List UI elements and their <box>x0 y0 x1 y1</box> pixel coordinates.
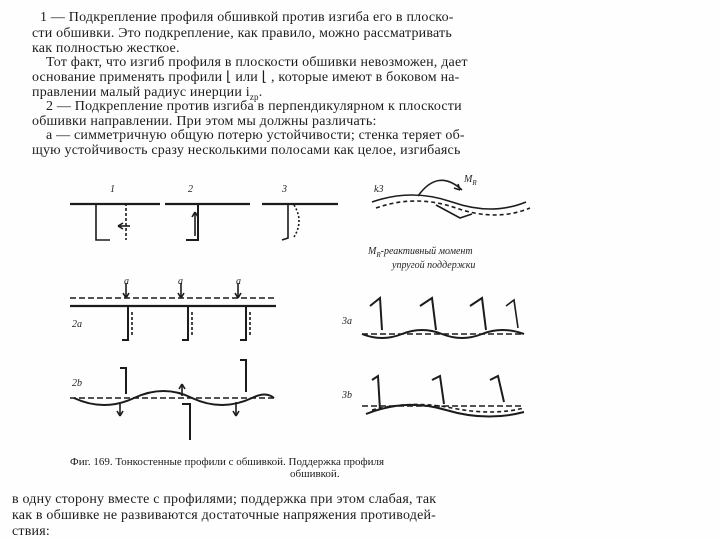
figure-label: 3b <box>342 390 352 401</box>
text-line: Тот факт, что изгиб профиля в плоскости обшивки невозможен, дает <box>46 55 468 70</box>
case-3a-diagram <box>362 298 524 338</box>
figure-label: a <box>178 276 183 287</box>
profile-case-1 <box>70 204 160 240</box>
figure-label: 2b <box>72 378 82 389</box>
text-line: основание применять профили ⌊ или ⌊ , которые имеют в боковом на- <box>32 70 460 85</box>
text-line: обшивки направлении. При этом мы должны различать: <box>32 114 377 129</box>
text-line: сти обшивки. Это подкрепление, как правило, можно рассматривать <box>32 26 452 41</box>
text-line: правлении малый радиус инерции $i_{zp}$. <box>32 85 263 102</box>
figure-label: 2a <box>72 319 82 330</box>
figure-label: 1 <box>110 184 115 195</box>
text-line: как в обшивке не развиваются достаточные напряжения противодей- <box>12 508 437 523</box>
figure-label: a <box>124 276 129 287</box>
text-line: щую устойчивость сразу несколькими полосами как целое, изгибаясь <box>32 143 461 158</box>
figure-label: 3 <box>282 184 287 195</box>
text-line: 1 — Подкрепление профиля обшивкой против изгиба его в плоско- <box>40 10 454 25</box>
figure-label: a <box>236 276 241 287</box>
subscript: zp <box>249 91 259 102</box>
case-2b-diagram <box>70 360 276 440</box>
k3-diagram <box>372 180 530 218</box>
case-2a-diagram <box>70 283 276 340</box>
figure-label: k3 <box>374 184 384 195</box>
text-line: 2 — Подкрепление против изгиба в перпендикулярном к плоскости <box>46 99 462 114</box>
profile-case-2 <box>165 204 250 240</box>
legend-line: упругой поддержки <box>392 260 476 271</box>
text-line: ствия: <box>12 524 50 539</box>
figure-caption: обшивкой. <box>290 468 340 480</box>
text-line: как полностью жесткое. <box>32 41 180 56</box>
text-line: a — симметричную общую потерю устойчивости; стенка теряет об- <box>46 128 465 143</box>
figure-caption: Фиг. 169. Тонкостенные профили с обшивкой. Поддержка профиля <box>70 456 385 468</box>
text-span: правлении малый радиус инерции i <box>32 85 250 100</box>
figure-label: $M_R$ <box>464 174 477 187</box>
legend-line: $M_R$-реактивный момент <box>368 246 473 259</box>
profile-case-3 <box>262 204 338 240</box>
figure-label: 3a <box>342 316 352 327</box>
case-3b-diagram <box>362 376 524 417</box>
figure-label: 2 <box>188 184 193 195</box>
text-line: в одну сторону вместе с профилями; поддержка при этом слабая, так <box>12 492 437 507</box>
